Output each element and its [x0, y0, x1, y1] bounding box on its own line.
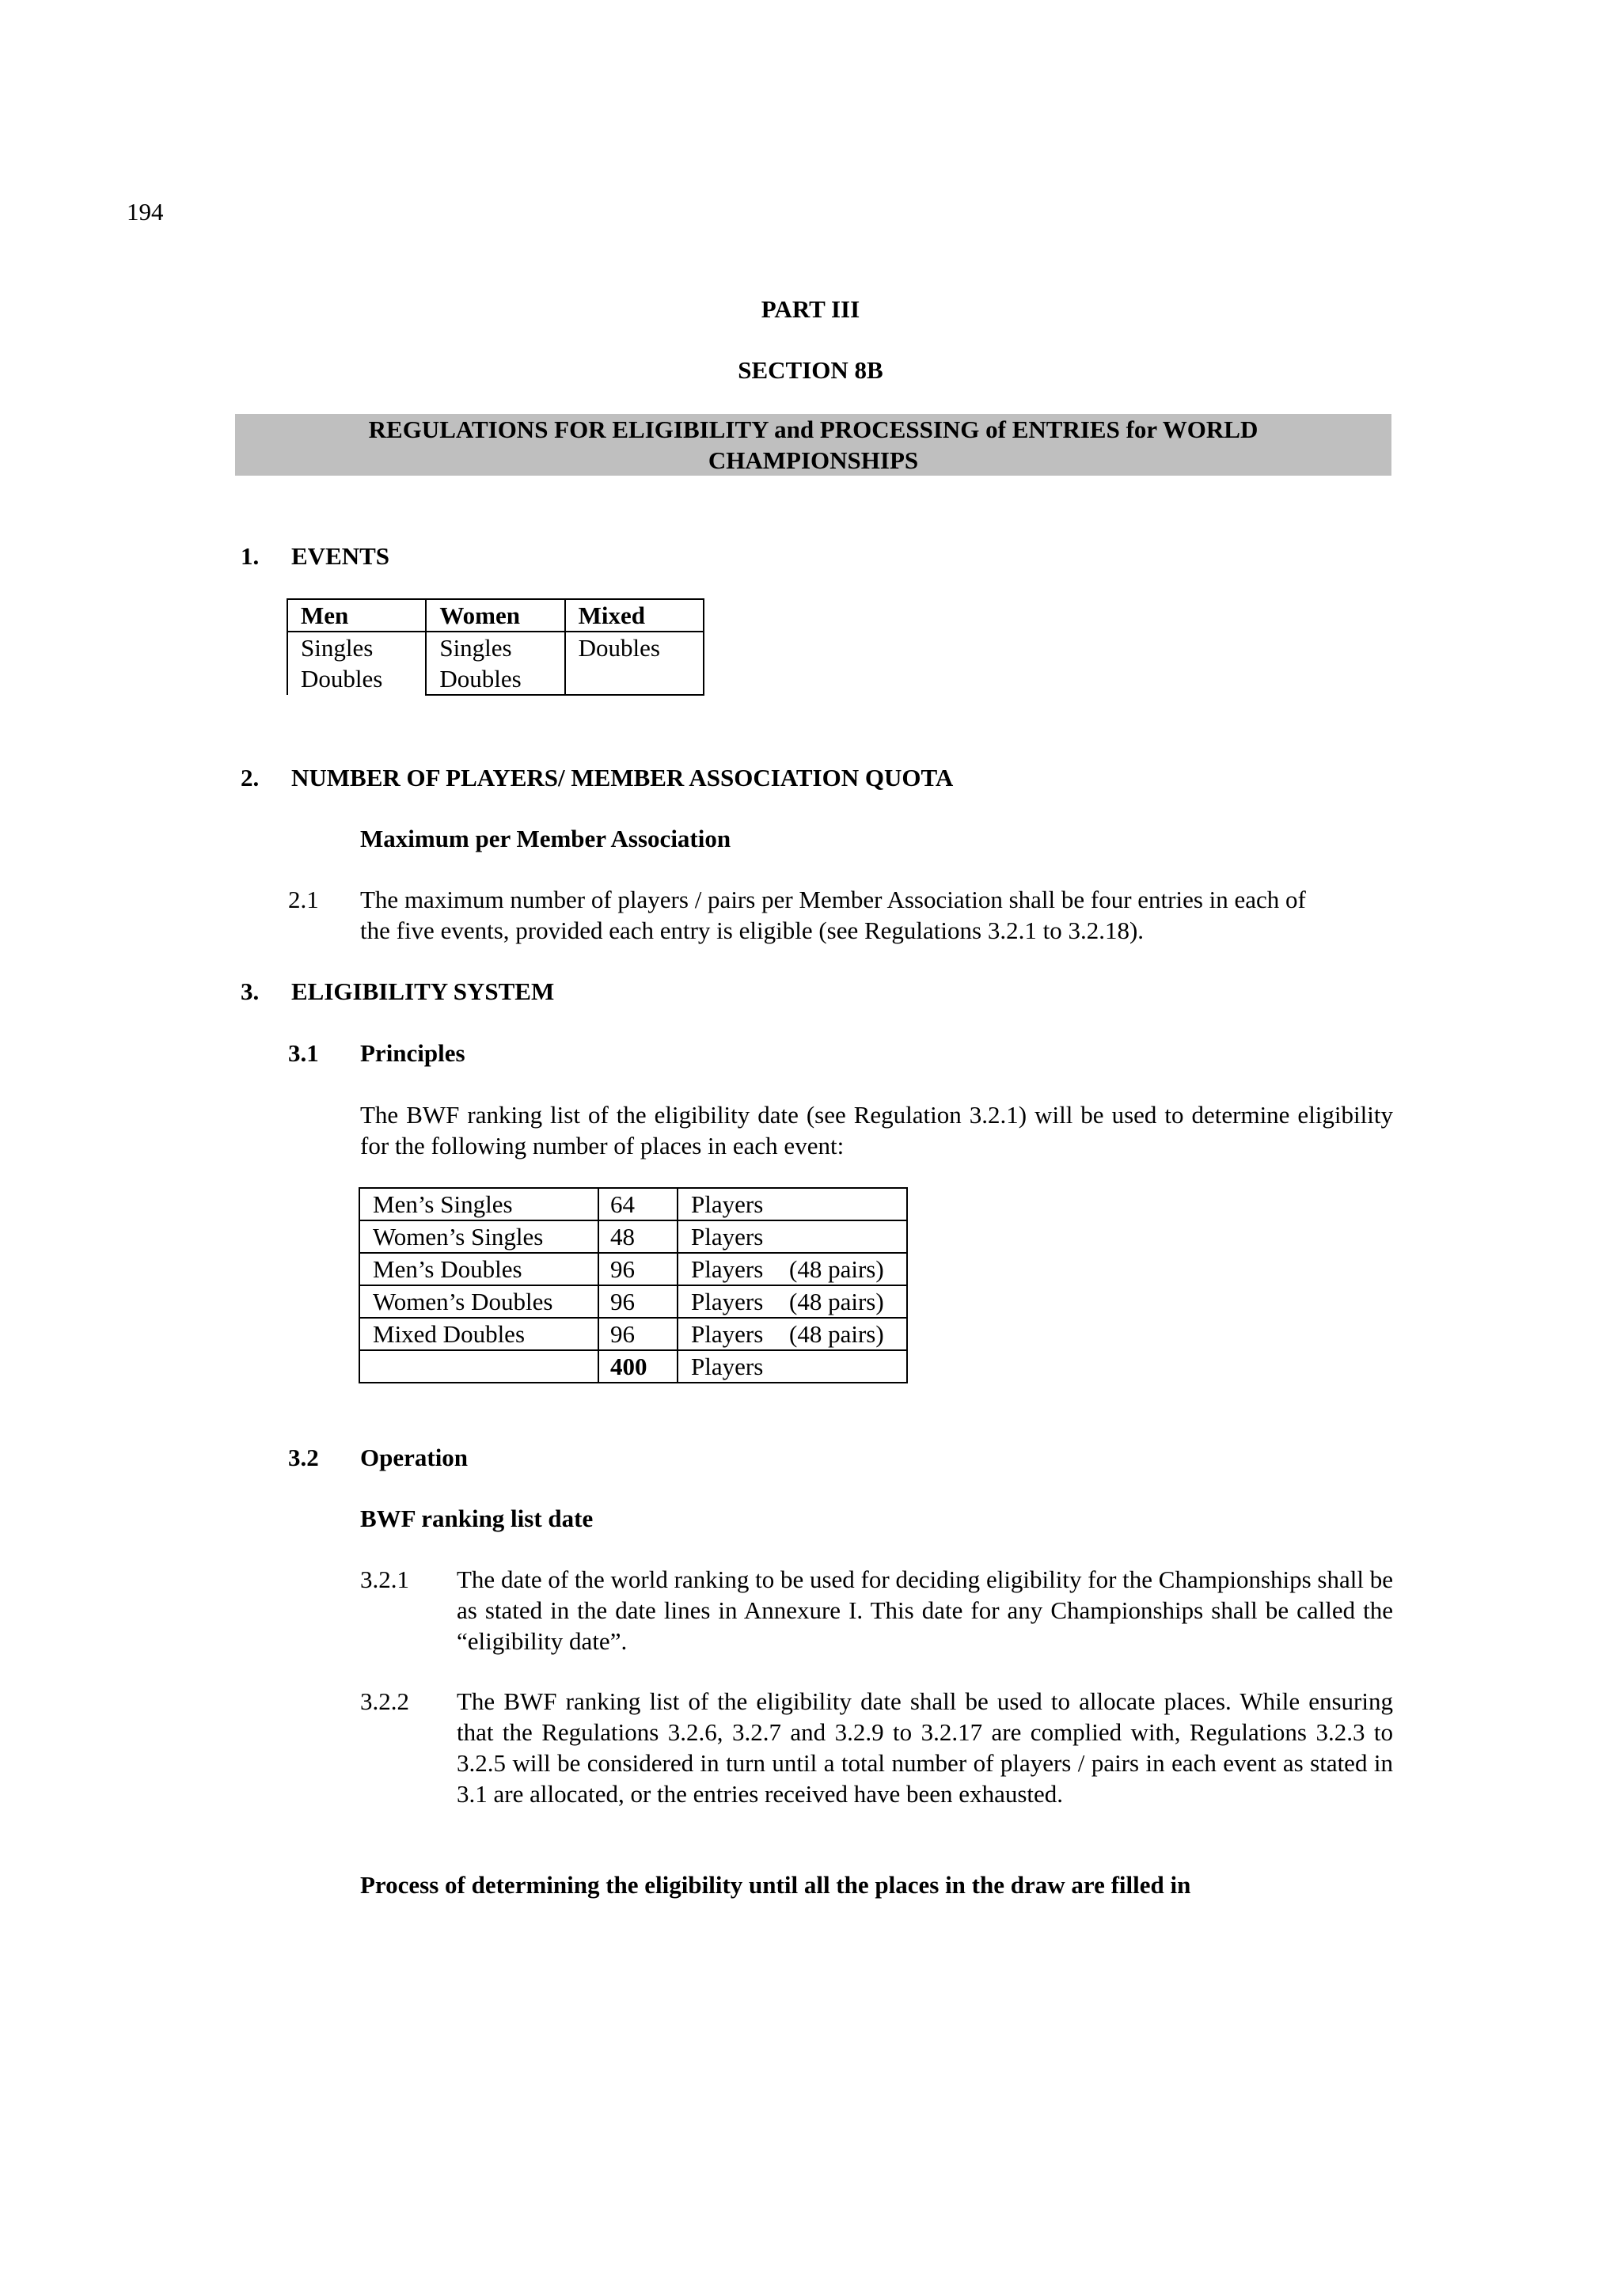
events-table [287, 598, 704, 696]
unit-cell [678, 1253, 907, 1285]
section-1-heading [241, 541, 874, 572]
pairs-label: (48 pairs) [789, 1255, 884, 1283]
subsection-3-2-title: Operation [360, 1444, 469, 1471]
total-row [359, 1350, 907, 1383]
clause-3-2-2-number: 3.2.2 [360, 1687, 409, 1715]
clause-2-1-number: 2.1 [288, 886, 319, 913]
section-2-heading [241, 762, 1349, 794]
part-title: PART III [761, 295, 860, 323]
banner-title-line1: REGULATIONS FOR ELIGIBILITY and PROCESSING of ENTRIES for WORLD [368, 416, 1258, 443]
unit-cell [678, 1318, 907, 1350]
pairs-label: (48 pairs) [789, 1320, 884, 1348]
count-cell: 96 [598, 1253, 678, 1285]
section-3-heading [241, 976, 874, 1008]
banner-title-line2: CHAMPIONSHIPS [708, 446, 919, 474]
subsection-3-2-number: 3.2 [288, 1444, 319, 1471]
event-cell: Women’s Singles [359, 1220, 598, 1253]
table-row [287, 632, 704, 695]
cell-line: Singles [301, 634, 374, 662]
table-cell [426, 632, 564, 695]
unit-label: Players [691, 1255, 764, 1283]
count-cell: 64 [598, 1188, 678, 1220]
section-1-number: 1. [241, 542, 260, 570]
unit-label: Players [691, 1320, 764, 1348]
clause-3-2-2-text: The BWF ranking list of the eligibility date shall be used to allocate places. While ensuring that the Regulations 3.2.6, 3.2.7 and 3.2.9 to 3.2.17 are complied with, Regulations 3.2.3 to 3.2.5 will be considered in turn until a total number of players / pairs in each event as stated in 3.1 are allocated, or the entries received have been exhausted. [457, 1687, 1393, 1808]
cell-line: Singles [439, 634, 512, 662]
table-header-cell: Mixed [565, 599, 704, 632]
clause-2-1-line1: The maximum number of players / pairs per Member Association shall be four entries in each of [360, 886, 1306, 913]
pairs-label: (48 pairs) [789, 1288, 884, 1315]
cell-line: Doubles [578, 634, 660, 662]
table-row [359, 1285, 907, 1318]
closing-heading: Process of determining the eligibility until all the places in the draw are filled in [360, 1871, 1191, 1899]
table-row [359, 1318, 907, 1350]
subsection-3-1-paragraph: The BWF ranking list of the eligibility date (see Regulation 3.2.1) will be used to determine eligibility for the following number of places in each event: [360, 1101, 1393, 1159]
table-cell [287, 632, 426, 695]
unit-cell [678, 1188, 907, 1220]
event-cell: Mixed Doubles [359, 1318, 598, 1350]
cell-line: Doubles [301, 665, 383, 693]
section-2-number: 2. [241, 764, 260, 791]
unit-label: Players [691, 1353, 764, 1380]
total-count-cell: 400 [598, 1350, 678, 1383]
clause-2-1-line2: the five events, provided each entry is eligible (see Regulations 3.2.1 to 3.2.18). [360, 917, 1145, 944]
table-header-cell: Women [426, 599, 564, 632]
places-table [359, 1187, 908, 1383]
table-header-row [287, 599, 704, 632]
event-cell [359, 1350, 598, 1383]
clause-3-2-1-text: The date of the world ranking to be used for deciding eligibility for the Championships shall be as stated in the date lines in Annexure I. This date for any Championships shall be called the “eligibility date”. [457, 1565, 1393, 1655]
subsection-3-1-number: 3.1 [288, 1039, 319, 1067]
count-cell: 96 [598, 1285, 678, 1318]
section-2-title: NUMBER OF PLAYERS/ MEMBER ASSOCIATION QUOTA [291, 764, 954, 791]
clause-2-1-text [360, 884, 1393, 946]
event-cell: Men’s Singles [359, 1188, 598, 1220]
unit-label: Players [691, 1288, 764, 1315]
count-cell: 96 [598, 1318, 678, 1350]
section-3-number: 3. [241, 977, 260, 1005]
count-cell: 48 [598, 1220, 678, 1253]
table-header-cell: Men [287, 599, 426, 632]
section-1-title: EVENTS [291, 542, 390, 570]
cell-line: Doubles [439, 665, 522, 693]
table-row [359, 1188, 907, 1220]
subsection-3-2-subheading: BWF ranking list date [360, 1505, 594, 1532]
section-3-title: ELIGIBILITY SYSTEM [291, 977, 555, 1005]
title-banner [235, 414, 1391, 476]
event-cell: Men’s Doubles [359, 1253, 598, 1285]
unit-label: Players [691, 1190, 764, 1218]
unit-cell [678, 1350, 907, 1383]
table-row [359, 1220, 907, 1253]
unit-cell [678, 1285, 907, 1318]
section-title: SECTION 8B [738, 356, 883, 384]
page-number: 194 [127, 198, 164, 226]
event-cell: Women’s Doubles [359, 1285, 598, 1318]
subsection-3-1-title: Principles [360, 1039, 465, 1067]
clause-3-2-1-number: 3.2.1 [360, 1565, 409, 1593]
table-cell [565, 632, 704, 695]
unit-label: Players [691, 1223, 764, 1250]
table-row [359, 1253, 907, 1285]
section-2-subheading: Maximum per Member Association [360, 825, 731, 852]
unit-cell [678, 1220, 907, 1253]
